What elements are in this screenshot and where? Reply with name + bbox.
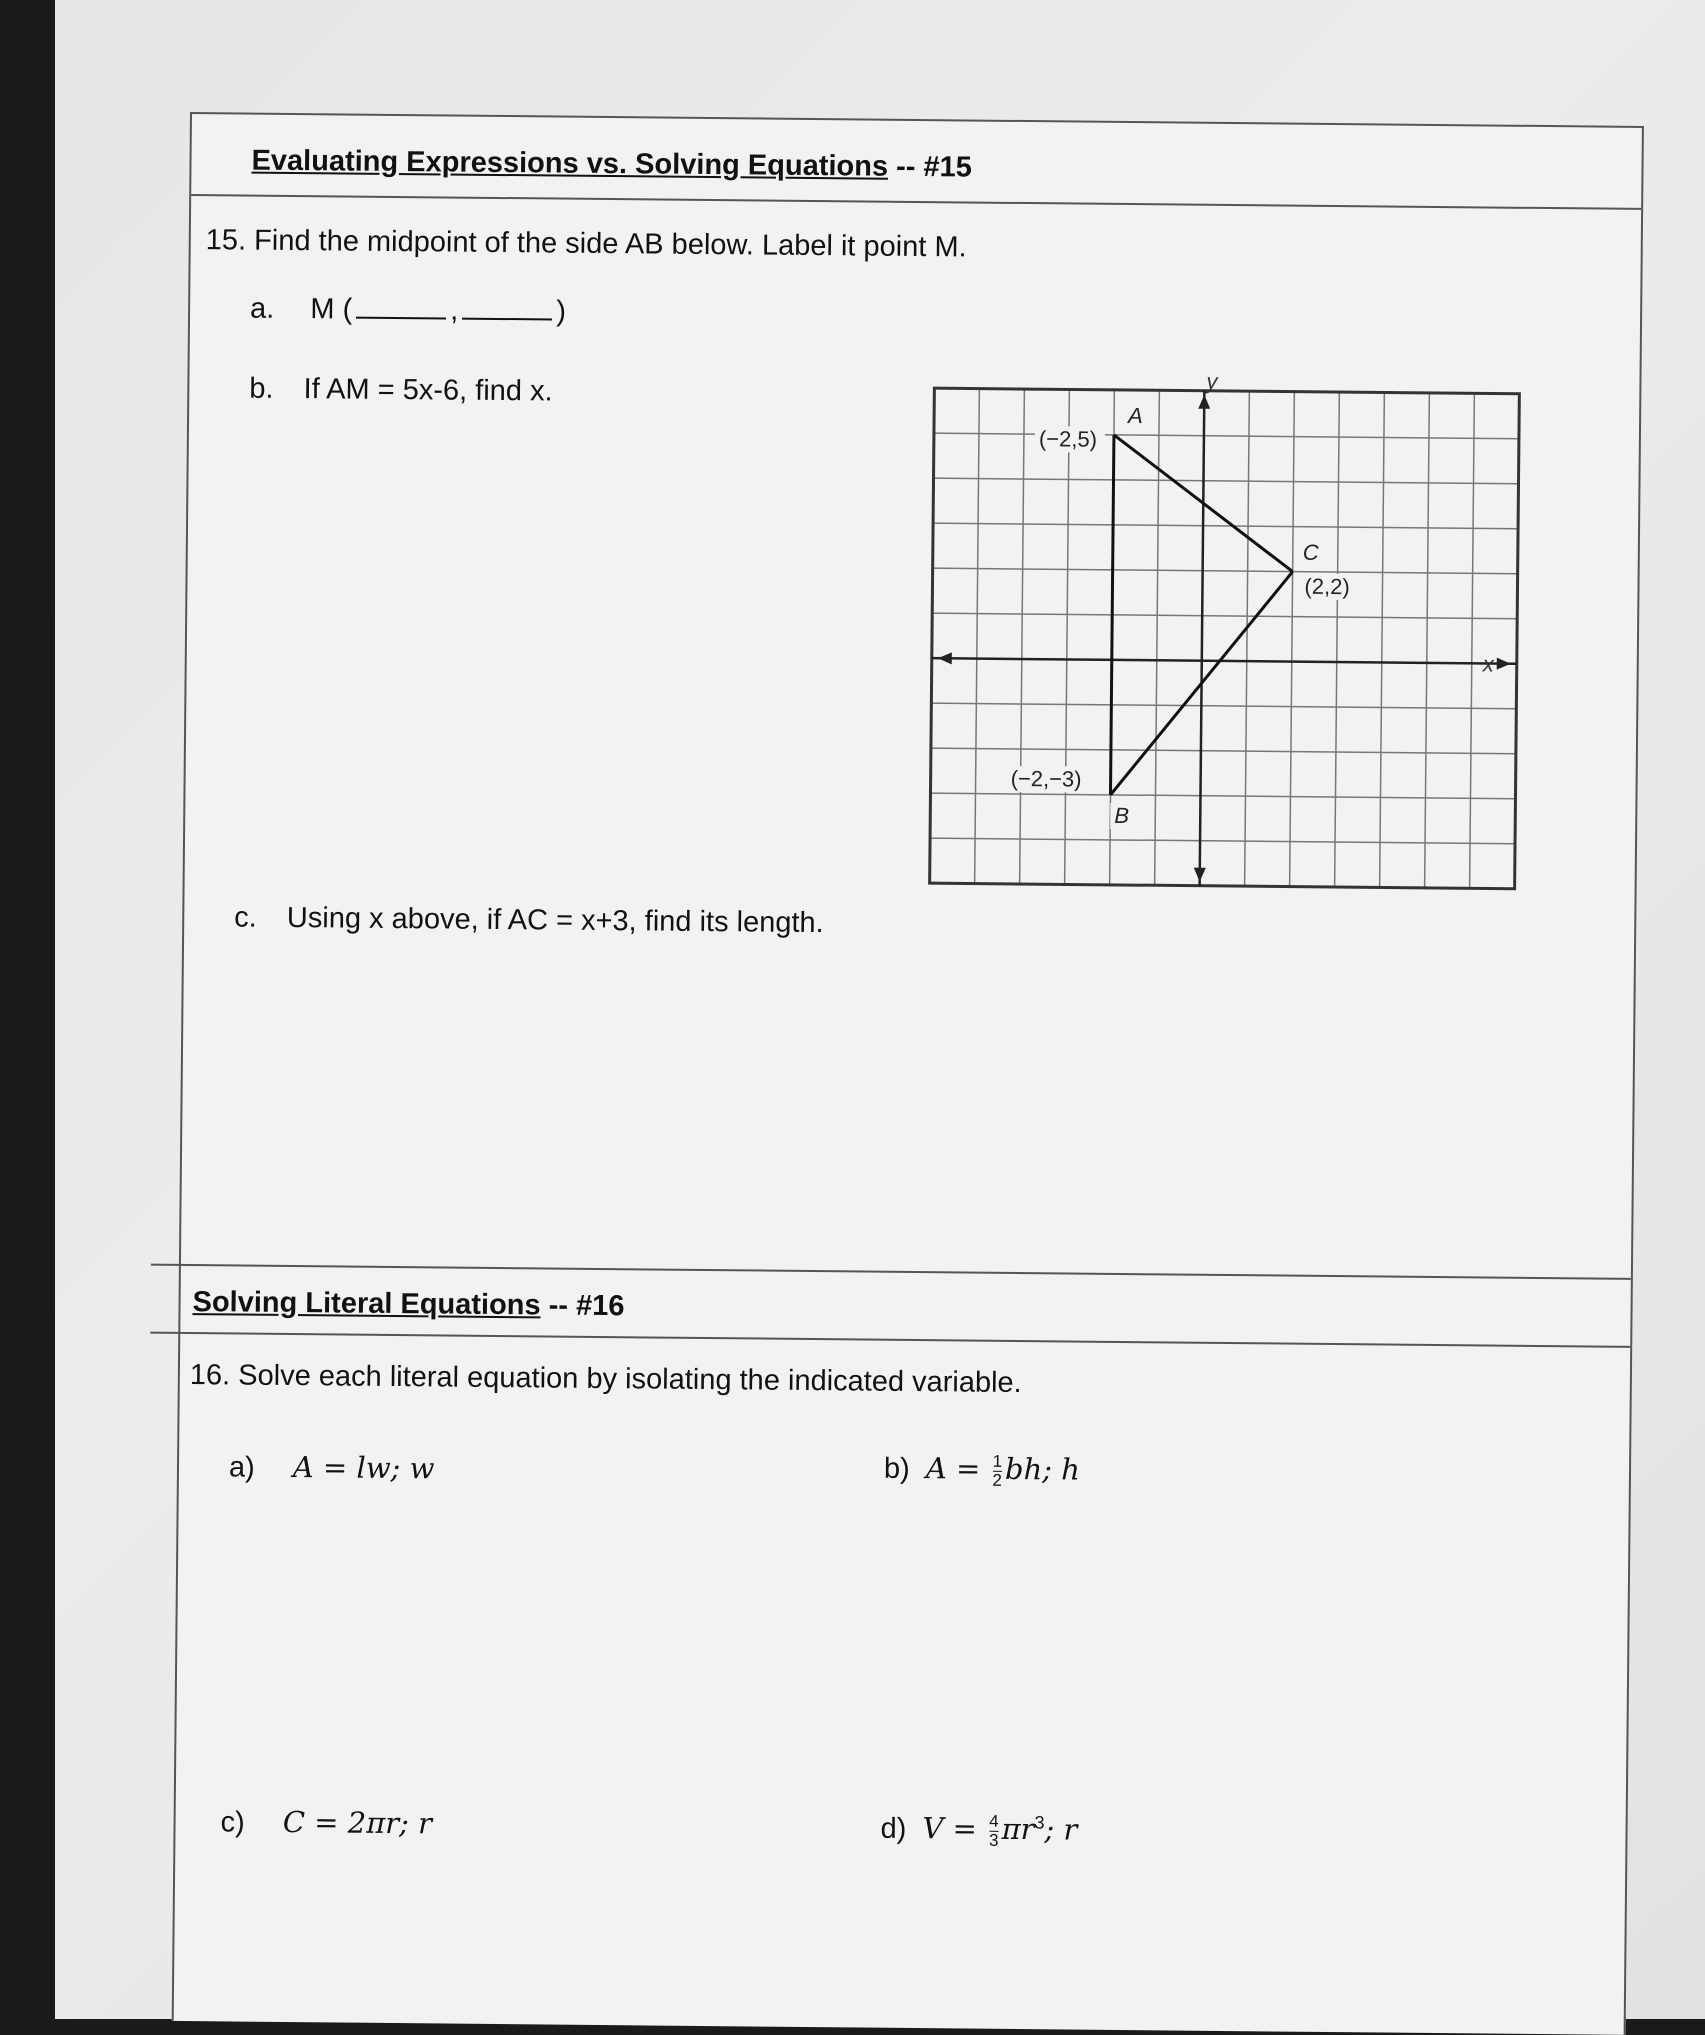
grid-line-horizontal xyxy=(931,703,1516,709)
section-15-header xyxy=(191,114,1642,210)
grid-line-horizontal xyxy=(930,838,1515,844)
coordinate-graph xyxy=(925,368,1570,884)
grid-line-horizontal xyxy=(934,478,1519,484)
y-axis-arrow-down xyxy=(1194,868,1206,882)
equation-d-exponent: 3 xyxy=(1034,1812,1045,1833)
triangle-side-BA xyxy=(1110,435,1113,795)
grid-line-horizontal xyxy=(932,613,1517,619)
point-coords-A: (−2,5) xyxy=(1038,426,1098,452)
equation-c-text: C = 2πr; r xyxy=(282,1804,433,1841)
x-axis-arrow xyxy=(1497,658,1511,670)
section-15-suffix: -- #15 xyxy=(887,150,973,184)
question-16 xyxy=(190,1359,1022,1400)
graph-border xyxy=(930,388,1520,889)
point-label-B: B xyxy=(1114,802,1130,829)
grid-line-horizontal xyxy=(933,568,1518,574)
midpoint-close: ) xyxy=(556,295,567,328)
midpoint-y-blank[interactable] xyxy=(462,318,552,321)
equation-d-variable: ; r xyxy=(1044,1812,1078,1847)
worksheet xyxy=(172,112,1644,2035)
point-label-C: C xyxy=(1302,539,1319,565)
grid-line-horizontal xyxy=(931,748,1516,754)
question-15a xyxy=(250,293,566,329)
equation-d-rhs: πr xyxy=(1001,1811,1035,1847)
grid-line-vertical xyxy=(1245,391,1250,886)
grid-line-vertical xyxy=(1065,389,1070,884)
equation-d xyxy=(880,1811,1077,1851)
equation-a xyxy=(229,1449,435,1486)
part-b-text: If AM = 5x-6, find x. xyxy=(303,373,553,408)
question-15c xyxy=(234,901,824,940)
part-b-label: b. xyxy=(249,372,274,405)
section-16-title: Solving Literal Equations xyxy=(192,1286,541,1322)
grid-line-vertical xyxy=(975,389,980,884)
x-axis xyxy=(932,658,1517,664)
point-label-A: A xyxy=(1128,403,1143,429)
grid-line-vertical xyxy=(1470,393,1475,888)
grid-line-horizontal xyxy=(934,433,1519,439)
section-16-suffix: -- #16 xyxy=(540,1289,625,1323)
equation-a-label: a) xyxy=(228,1451,255,1484)
fraction-b-den: 2 xyxy=(992,1470,1003,1490)
equation-c-label: c) xyxy=(220,1806,245,1839)
y-axis xyxy=(1200,391,1205,886)
grid-line-vertical xyxy=(1155,390,1160,885)
x-axis-label: x xyxy=(1482,651,1494,677)
point-coords-B: (−2,−3) xyxy=(1010,765,1082,792)
equation-c xyxy=(220,1804,432,1841)
question-15b xyxy=(249,373,553,409)
grid-line-horizontal xyxy=(930,793,1515,799)
fraction-one-half xyxy=(992,1453,1002,1490)
fraction-d-den: 3 xyxy=(988,1830,999,1850)
fraction-d-num: 4 xyxy=(989,1811,999,1831)
question-15-text: 15. Find the midpoint of the side AB below. Label it point M. xyxy=(205,224,967,264)
question-15 xyxy=(206,224,967,264)
fraction-four-thirds xyxy=(989,1813,999,1850)
grid-line-vertical xyxy=(1020,389,1025,884)
midpoint-x-blank[interactable] xyxy=(356,317,446,320)
part-a-label: a. xyxy=(249,292,275,325)
equation-b xyxy=(884,1451,1080,1491)
point-coords-C: (2,2) xyxy=(1304,573,1350,600)
equation-d-lhs: V = xyxy=(922,1811,987,1846)
equation-b-label: b) xyxy=(883,1452,910,1485)
equation-d-label: d) xyxy=(880,1812,907,1845)
fraction-b-num: 1 xyxy=(992,1451,1003,1471)
section-16-header xyxy=(150,1264,1631,1348)
part-c-text: Using x above, if AC = x+3, find its length. xyxy=(286,901,824,940)
grid-line-vertical xyxy=(1425,393,1430,888)
grid-line-horizontal xyxy=(933,523,1518,529)
equation-a-text: A = lw; w xyxy=(292,1450,435,1486)
midpoint-label: M ( xyxy=(310,293,353,326)
section-15-title: Evaluating Expressions vs. Solving Equations xyxy=(251,144,889,183)
equation-b-lhs: A = xyxy=(925,1451,990,1486)
part-c-label: c. xyxy=(234,901,257,934)
y-axis-label: y xyxy=(1206,368,1218,394)
x-axis-arrow-left xyxy=(938,652,952,664)
question-16-text: 16. Solve each literal equation by isolating the indicated variable. xyxy=(189,1359,1022,1400)
y-axis-arrow xyxy=(1198,395,1210,409)
equation-b-rhs: bh; h xyxy=(1004,1451,1081,1487)
grid-line-vertical xyxy=(1335,392,1340,887)
grid-line-vertical xyxy=(1290,392,1295,887)
grid-line-vertical xyxy=(1380,392,1385,887)
midpoint-comma: , xyxy=(450,294,459,327)
